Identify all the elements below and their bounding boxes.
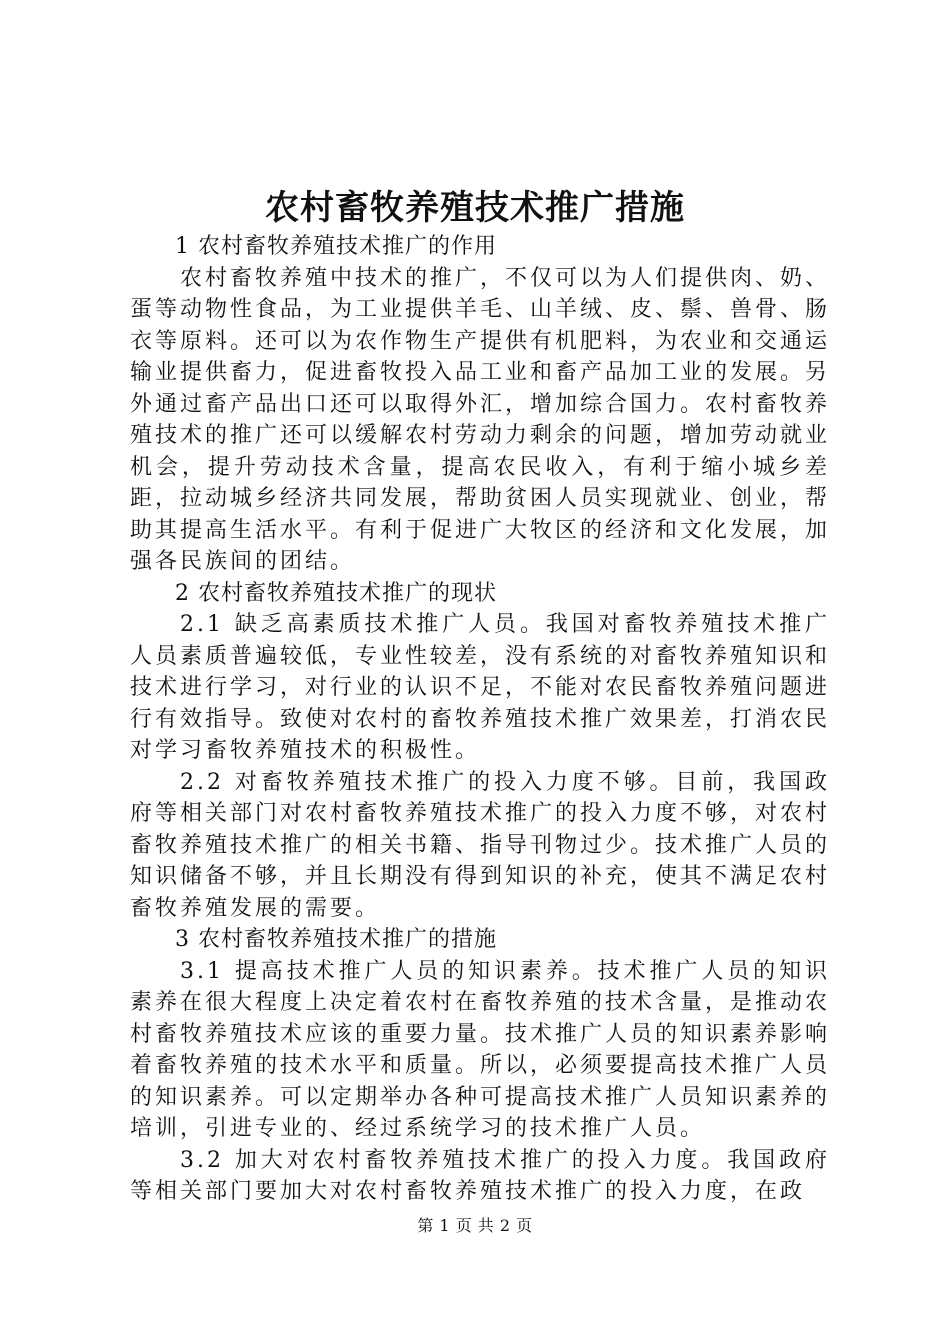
section-2-1-paragraph: 2.1 缺乏高素质技术推广人员。我国对畜牧养殖技术推广人员素质普遍较低，专业性较差，没有系统的对畜牧养殖知识和技术进行学习，对行业的认识不足，不能对农民畜牧养殖问题进行有效指导。致使对农村的畜牧养殖技术推广效果差，打消农民对学习畜牧养殖技术的积极性。 bbox=[130, 612, 831, 763]
page-footer: 第 1 页 共 2 页 bbox=[417, 1216, 533, 1235]
document-title: 农村畜牧养殖技术推广措施 bbox=[265, 188, 685, 228]
section-2-heading: 2 农村畜牧养殖技术推广的现状 bbox=[175, 580, 497, 606]
section-3-heading: 3 农村畜牧养殖技术推广的措施 bbox=[175, 927, 497, 952]
section-2-2-paragraph: 2.2 对畜牧养殖技术推广的投入力度不够。目前，我国政府等相关部门对农村畜牧养殖技术推广的投入力度不够，对农村畜牧养殖技术推广的相关书籍、指导刊物过少。技术推广人员的知识储备不够，并且长期没有得到知识的补充，使其不满足农村畜牧养殖发展的需要。 bbox=[130, 769, 831, 921]
document-body bbox=[130, 231, 830, 1208]
section-1-paragraph: 农村畜牧养殖中技术的推广，不仅可以为人们提供肉、奶、蛋等动物性食品，为工业提供羊毛、山羊绒、皮、鬃、兽骨、肠衣等原料。还可以为农作物生产提供有机肥料，为农业和交通运输业提供畜力，促进畜牧投入品工业和畜产品加工业的发展。另外通过畜产品出口还可以取得外汇，增加综合国力。农村畜牧养殖技术的推广还可以缓解农村劳动力剩余的问题，增加劳动就业机会，提升劳动技术含量，提高农民收入，有利于缩小城乡差距，拉动城乡经济共同发展，帮助贫困人员实现就业、创业，帮助其提高生活水平。有利于促进广大牧区的经济和文化发展，加强各民族间的团结。 bbox=[130, 265, 831, 574]
section-1-heading: 1 农村畜牧养殖技术推广的作用 bbox=[175, 234, 497, 259]
section-3-1-paragraph: 3.1 提高技术推广人员的知识素养。技术推广人员的知识素养在很大程度上决定着农村在畜牧养殖的技术含量，是推动农村畜牧养殖技术应该的重要力量。技术推广人员的知识素养影响着畜牧养殖的技术水平和质量。所以，必须要提高技术推广人员的知识素养。可以定期举办各种可提高技术推广人员知识素养的培训，引进专业的、经过系统学习的技术推广人员。 bbox=[130, 958, 831, 1141]
section-3-2-paragraph: 3.2 加大对农村畜牧养殖技术推广的投入力度。我国政府等相关部门要加大对农村畜牧养殖技术推广的投入力度，在政 bbox=[130, 1147, 830, 1204]
